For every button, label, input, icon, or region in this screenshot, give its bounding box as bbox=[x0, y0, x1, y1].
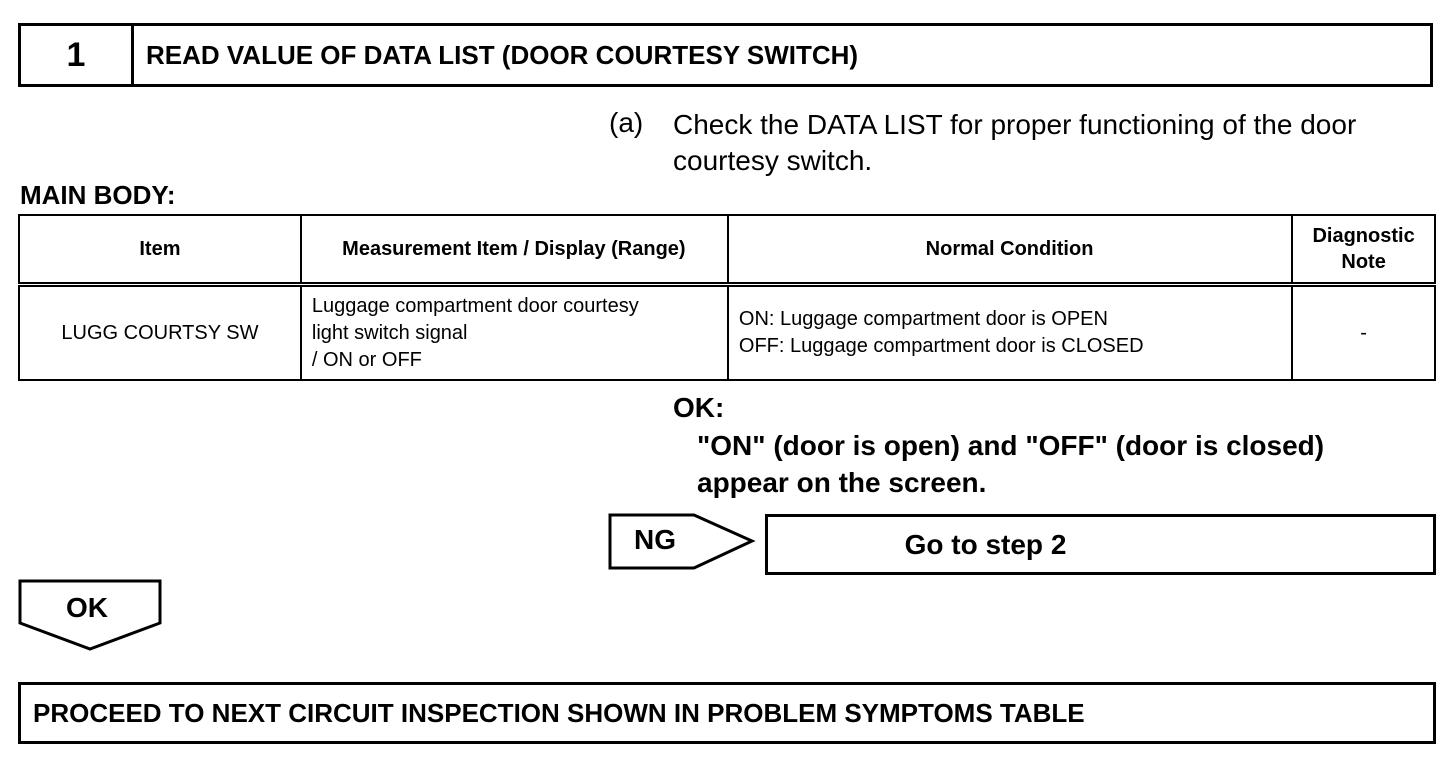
ok-result-heading: OK: bbox=[673, 392, 725, 423]
proceed-box[interactable] bbox=[18, 682, 1436, 744]
go-to-step-label: Go to step 2 bbox=[904, 528, 1067, 560]
header-diagnostic-note bbox=[1292, 215, 1435, 285]
header-diagnostic-line1: Diagnostic bbox=[1312, 225, 1415, 247]
step-number: 1 bbox=[21, 26, 134, 84]
table-row bbox=[19, 285, 1435, 381]
cell-measurement-line: Luggage compartment door courtesy bbox=[311, 294, 639, 317]
ng-arrow-icon bbox=[608, 513, 758, 571]
cell-diagnostic-note: - bbox=[1292, 285, 1435, 381]
instruction-text: Check the DATA LIST for proper functioning of the door courtesy switch. bbox=[673, 109, 1357, 176]
section-label: MAIN BODY: bbox=[20, 180, 176, 210]
table-header-row bbox=[19, 215, 1435, 285]
ok-result-line: "ON" (door is open) and "OFF" (door is closed) bbox=[697, 430, 1325, 461]
cell-measurement-line: light switch signal bbox=[311, 321, 468, 344]
cell-normal-line: OFF: Luggage compartment door is CLOSED bbox=[738, 335, 1144, 357]
data-list-table bbox=[18, 214, 1436, 381]
cell-normal-condition bbox=[728, 285, 1292, 381]
go-to-step-button[interactable] bbox=[765, 514, 1436, 575]
proceed-text: PROCEED TO NEXT CIRCUIT INSPECTION SHOWN IN PROBLEM SYMPTOMS TABLE bbox=[33, 697, 1085, 728]
header-diagnostic-line2: Note bbox=[1341, 251, 1386, 273]
header-normal-condition: Normal Condition bbox=[728, 215, 1292, 285]
ok-result-line: appear on the screen. bbox=[697, 467, 987, 498]
cell-item: LUGG COURTSY SW bbox=[19, 285, 301, 381]
step-title: READ VALUE OF DATA LIST (DOOR COURTESY SWITCH) bbox=[146, 39, 859, 70]
header-item: Item bbox=[19, 215, 301, 285]
ok-branch-label: OK bbox=[66, 592, 108, 623]
step-header bbox=[18, 23, 1433, 87]
header-measurement: Measurement Item / Display (Range) bbox=[301, 215, 728, 285]
cell-measurement bbox=[301, 285, 728, 381]
ng-label: NG bbox=[634, 524, 676, 555]
instruction-label: (a) bbox=[609, 107, 644, 138]
cell-measurement-line: / ON or OFF bbox=[311, 348, 422, 371]
ok-result-text bbox=[697, 427, 1437, 501]
cell-normal-line: ON: Luggage compartment door is OPEN bbox=[738, 308, 1108, 330]
